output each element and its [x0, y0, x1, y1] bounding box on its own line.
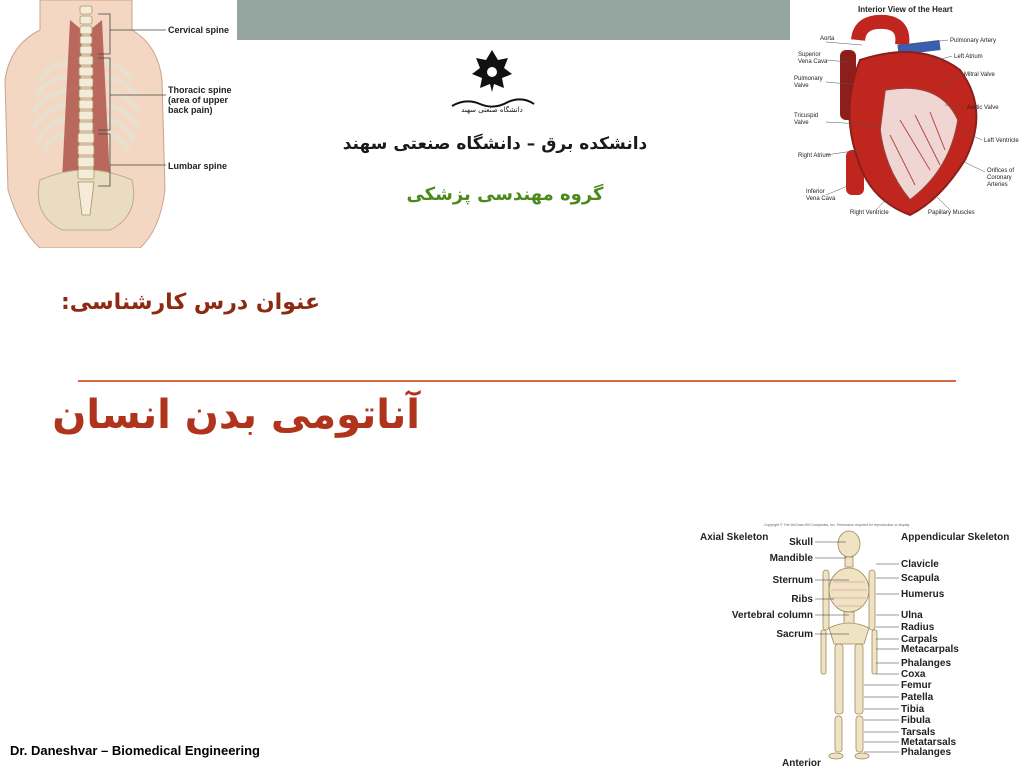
svc-label-1: Superior	[798, 52, 821, 58]
pulmonary-valve-label-1: Pulmonary	[794, 76, 823, 82]
appendicular-bone-label: Radius	[901, 622, 935, 633]
skeleton-diagram-icon	[696, 520, 1024, 768]
appendicular-bone-label: Tarsals	[901, 727, 936, 738]
appendicular-bone-label: Carpals	[901, 634, 938, 645]
spine-diagram-icon	[0, 0, 237, 248]
tricuspid-label-2: Valve	[794, 120, 809, 126]
department-heading: گروه مهندسی پزشکی	[406, 184, 604, 205]
heart-diagram-icon	[790, 0, 1024, 224]
copyright-note: Copyright © The McGraw-Hill Companies, Inc. Permission required for reproduction or display.	[764, 523, 911, 527]
divider-line	[78, 380, 956, 382]
thoracic-spine-note-1: (area of upper	[168, 95, 229, 105]
appendicular-bone-label: Metatarsals	[901, 737, 957, 748]
heart-diagram	[790, 0, 1024, 224]
appendicular-bone-label: Fibula	[901, 715, 931, 726]
appendicular-bone-label: Coxa	[901, 669, 926, 680]
emblem-graphic	[446, 48, 538, 114]
aorta-label: Aorta	[820, 36, 835, 42]
axial-bone-label: Sternum	[772, 575, 813, 586]
ivc-label-1: Inferior	[806, 189, 825, 195]
thoracic-spine-note-2: back pain)	[168, 105, 213, 115]
appendicular-bone-label: Clavicle	[901, 559, 939, 570]
papillary-muscles-label: Papillary Muscles	[928, 210, 975, 216]
axial-bone-label: Ribs	[791, 594, 813, 605]
axial-bone-label: Skull	[789, 537, 813, 548]
appendicular-bone-label: Metacarpals	[901, 644, 959, 655]
appendicular-bone-label: Phalanges	[901, 747, 952, 758]
faculty-heading: دانشکده برق – دانشگاه صنعتی سهند	[342, 134, 648, 154]
right-ventricle-label: Right Ventricle	[850, 210, 889, 216]
appendicular-bone-label: Scapula	[901, 573, 940, 584]
right-atrium-label: Right Atrium	[798, 153, 831, 159]
appendicular-bone-label: Femur	[901, 680, 932, 691]
appendicular-bone-label: Phalanges	[901, 658, 952, 669]
anterior-label: Anterior	[782, 758, 821, 768]
heart-title: Interior View of the Heart	[858, 5, 953, 14]
university-name: دانشگاه صنعتی سهند	[461, 106, 523, 114]
pulmonary-artery-label: Pulmonary Artery	[950, 38, 997, 44]
skeleton-diagram	[696, 520, 1024, 768]
left-atrium-label: Left Atrium	[954, 54, 983, 60]
ivc-label-2: Vena Cava	[806, 196, 836, 202]
thoracic-spine-label: Thoracic spine	[168, 85, 232, 95]
appendicular-bone-label: Patella	[901, 692, 934, 703]
cervical-spine-label: Cervical spine	[168, 25, 230, 35]
spine-diagram	[0, 0, 237, 248]
left-ventricle-label: Left Ventricle	[984, 138, 1019, 144]
orifices-label-2: Coronary	[987, 175, 1012, 181]
top-banner	[237, 0, 790, 40]
appendicular-bone-label: Ulna	[901, 610, 923, 621]
pulmonary-valve-label-2: Valve	[794, 83, 809, 89]
appendicular-bone-label: Humerus	[901, 589, 945, 600]
axial-bone-label: Vertebral column	[731, 610, 813, 621]
aortic-valve-label: Aortic Valve	[967, 105, 999, 111]
course-label: عنوان درس کارشناسی:	[60, 290, 320, 315]
svc-label-2: Vena Cava	[798, 59, 828, 65]
axial-skeleton-title: Axial Skeleton	[700, 532, 769, 543]
mitral-valve-label: Mitral Valve	[964, 72, 995, 78]
course-title: آناتومی بدن انسان	[52, 392, 420, 438]
appendicular-bone-label: Tibia	[901, 704, 925, 715]
orifices-label-3: Arteries	[987, 182, 1008, 188]
university-emblem-icon	[446, 48, 538, 114]
tricuspid-label-1: Tricuspid	[794, 113, 819, 119]
orifices-label-1: Orifices of	[987, 168, 1015, 174]
appendicular-skeleton-title: Appendicular Skeleton	[901, 532, 1010, 543]
axial-bone-label: Sacrum	[776, 629, 813, 640]
axial-bone-label: Mandible	[769, 553, 813, 564]
lumbar-spine-label: Lumbar spine	[168, 161, 228, 171]
footer-credit: Dr. Daneshvar – Biomedical Engineering	[10, 743, 260, 758]
